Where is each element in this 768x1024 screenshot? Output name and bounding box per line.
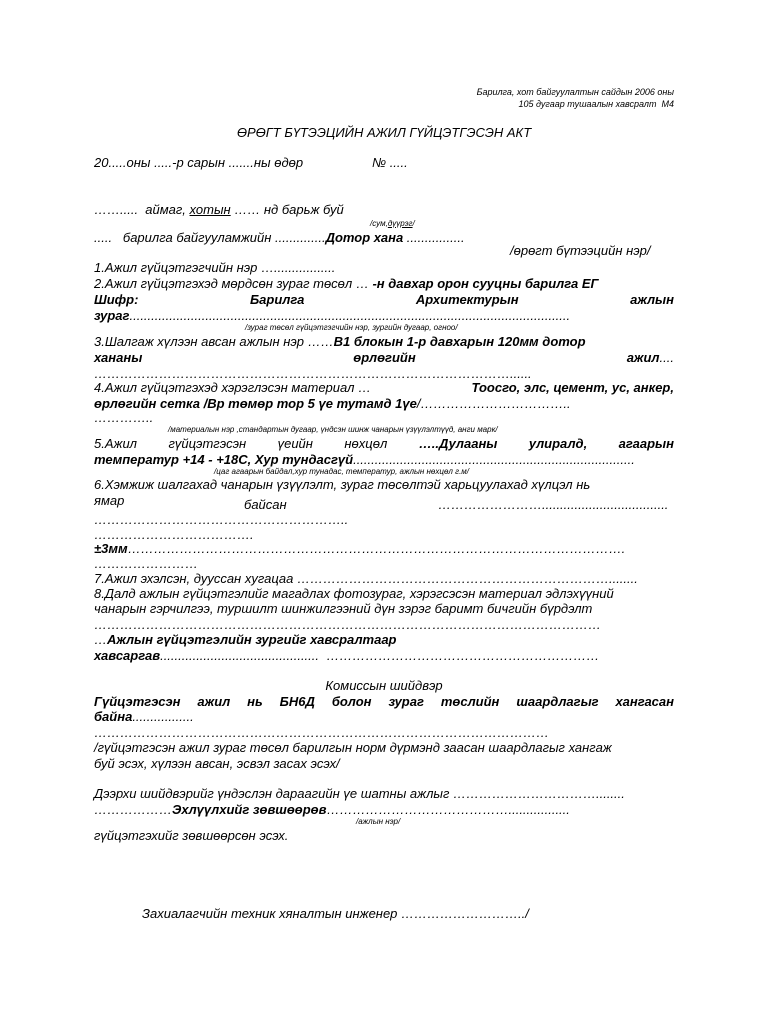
header-line-2: 105 дугаар тушаалын хавсралт М4 bbox=[518, 99, 674, 109]
item-4-line-2 bbox=[94, 396, 571, 412]
item-6-dots: ……………………………………………………………………………………………………. bbox=[127, 541, 626, 556]
date-line: 20.....оны .....-р сарын .......ны өдөр bbox=[94, 155, 304, 170]
commission-dots: ................. bbox=[132, 709, 194, 724]
item-8-line-2: чанарын гэрчилгээ, туршилт шинжилгээний дүн зэрэг баримт бичгийн бүрдэлт bbox=[94, 601, 593, 616]
building-value: Дотор хана bbox=[325, 230, 404, 245]
signature-line: Захиалагчийн техник хяналтын инженер ………………………../ bbox=[142, 906, 529, 921]
item-5-word: агаарын bbox=[618, 436, 674, 451]
next-stage-dots: ……………… bbox=[94, 802, 172, 817]
commission-word: БН6Д bbox=[279, 694, 315, 709]
item-4-line-3: ………….. bbox=[94, 410, 154, 425]
item-8-line-1: 8.Далд ажлын гүйцэтгэлийг магадлах фотозураг, хэрэгсэсэн материал эдлэхүүний bbox=[94, 586, 614, 601]
item-2-word: Архитектурын bbox=[415, 292, 519, 307]
item-2-word: ажлын bbox=[630, 292, 674, 307]
item-3-word-end bbox=[627, 350, 674, 366]
item-3-line-1 bbox=[94, 334, 586, 350]
item-8-line-5 bbox=[94, 648, 599, 664]
page-title: ӨРӨГТ БҮТЭЭЦИЙН АЖИЛ ГҮЙЦЭТГЭСЭН АКТ bbox=[236, 125, 532, 140]
item-5-line-1 bbox=[94, 436, 674, 452]
item-8-dots-2: ............................................ ……………………………………………………… bbox=[160, 648, 600, 663]
item-3-line-2 bbox=[94, 350, 674, 366]
item-8-dots: … bbox=[94, 632, 107, 647]
act-number: № ..... bbox=[372, 155, 408, 170]
header-line-1: Барилга, хот байгуулалтын сайдын 2006 оны bbox=[476, 87, 674, 97]
item-2-line-3 bbox=[94, 308, 570, 324]
next-stage-line-3: гүйцэтгэхийг зөвшөөрсөн эсэх. bbox=[94, 828, 289, 843]
location-note-c: / bbox=[412, 219, 415, 228]
commission-word: төслийн bbox=[440, 694, 500, 709]
item-5-word: үеийн bbox=[277, 436, 313, 451]
item-4-line-1 bbox=[94, 380, 674, 396]
item-5-word: 5.Ажил bbox=[94, 436, 138, 451]
location-suffix: …… нд барьж буй bbox=[230, 202, 344, 217]
item-4-dots: /…………………………….. bbox=[416, 396, 571, 411]
item-2-label: 2.Ажил гүйцэтгэхэд мөрдсөн зураг төсөл … bbox=[94, 276, 373, 291]
commission-word: болон bbox=[331, 694, 372, 709]
item-5-value: температур +14 - +18С, Хур тундасгүй bbox=[94, 452, 354, 467]
item-5-word: улиралд, bbox=[528, 436, 588, 451]
next-stage-dots-2: ……………………………………................. bbox=[326, 802, 570, 817]
commission-word: Гүйцэтгэсэн bbox=[94, 694, 181, 709]
item-8-line-3: ……………………………………………………………………………………………………… bbox=[94, 617, 601, 632]
item-6-line-2a: ямар bbox=[94, 493, 125, 508]
location-note bbox=[370, 219, 415, 229]
item-5-line-2 bbox=[94, 452, 635, 468]
item-8-line-4 bbox=[94, 632, 397, 648]
item-5-dots: .............................................................................. bbox=[353, 452, 635, 467]
item-4-value-2: өрлөгийн сетка /Вр төмөр тор 5 үе тутамд 1үе bbox=[94, 396, 417, 411]
commission-word: ажил bbox=[197, 694, 231, 709]
item-3-word: хананы bbox=[94, 350, 143, 365]
item-6-tolerance: ±3мм bbox=[94, 541, 128, 556]
item-2-value: -н давхар орон сууцны барилга ЕГ bbox=[372, 276, 599, 291]
item-8-value-2: хавсаргав bbox=[94, 648, 161, 663]
commission-word: шаардлагыг bbox=[516, 694, 599, 709]
next-stage-note: /ажлын нэр/ bbox=[356, 817, 401, 826]
item-4-note: /материалын нэр ,стандартын дугаар, үндсэн шинж чанарын үзүүлэлтүүд, анги марк/ bbox=[168, 425, 498, 434]
item-3-word: ажил bbox=[626, 350, 660, 365]
item-7: 7.Ажил эхэлсэн, дууссан хугацаа ………………………………………………………………........ bbox=[94, 571, 638, 586]
building-prefix: ..... барилга байгууламжийн .............. bbox=[94, 230, 326, 245]
commission-line-2 bbox=[94, 709, 194, 725]
item-6-line-1: 6.Хэмжиж шалгахад чанарын үзүүлэлт, зураг төсөлтэй харьцуулахад хүлцэл нь bbox=[94, 477, 591, 492]
item-3-line-3: ……………………………………………………………………………………...... bbox=[94, 366, 532, 381]
next-stage-line-2 bbox=[94, 802, 570, 818]
item-8-value: Ажлын гүйцэтгэлийн зургийг хавсралтаар bbox=[107, 632, 397, 647]
item-6-line-2b: байсан bbox=[244, 497, 287, 512]
item-5-word: гүйцэтгэсэн bbox=[168, 436, 247, 451]
building-note: /өрөгт бүтээцийн нэр/ bbox=[510, 243, 651, 258]
item-3-word: өрлөгийн bbox=[353, 350, 416, 365]
commission-result: байна bbox=[94, 709, 133, 724]
item-6-line-3: ………………………………………………….. bbox=[94, 512, 349, 527]
item-3-label: 3.Шалгаж хүлээн авсан ажлын нэр …… bbox=[94, 334, 334, 349]
item-6-line-5 bbox=[94, 541, 625, 557]
item-6-line-4: ………………………………. bbox=[94, 527, 254, 542]
building-suffix: ................ bbox=[403, 230, 465, 245]
commission-word: зураг bbox=[388, 694, 424, 709]
item-4-value: Тоосго, элс, цемент, ус, анкер, bbox=[471, 380, 674, 395]
commission-word: хангасан bbox=[615, 694, 674, 709]
commission-word: нь bbox=[247, 694, 263, 709]
next-stage-value: Эхлүүлхийг зөвшөөрөв bbox=[172, 802, 327, 817]
item-3-value: В1 блокын 1-р давхарын 120мм дотор bbox=[333, 334, 586, 349]
location-line bbox=[94, 202, 344, 218]
location-prefix: ……..... аймаг, bbox=[94, 202, 190, 217]
commission-line-3: …………………………………………………………………………………………… bbox=[94, 725, 549, 740]
commission-line-4: /гүйцэтгэсэн ажил зураг төсөл барилгын норм дүрмэнд заасан шаардлагыг хангаж bbox=[94, 740, 612, 755]
commission-heading: Комиссын шийдвэр bbox=[325, 678, 443, 693]
item-5-word: нөхцөл bbox=[344, 436, 388, 451]
item-2-word: Шифр: bbox=[94, 292, 139, 307]
item-2-drawing: зураг bbox=[94, 308, 130, 323]
commission-line-1 bbox=[94, 694, 674, 710]
item-2-line-1 bbox=[94, 276, 599, 292]
next-stage-line-1: Дээрхи шийдвэрийг үндэслэн дараагийн үе шатны ажлыг ……………………………........ bbox=[94, 786, 625, 801]
location-note-b: дүүрэг bbox=[387, 219, 413, 228]
item-2-word: Барилга bbox=[249, 292, 305, 307]
item-2-note: /зураг төсөл гүйцэтгэгчийн нэр, зургийн дугаар, огноо/ bbox=[245, 323, 458, 332]
building-line bbox=[94, 230, 465, 246]
item-6-line-2c: ……………………................................... bbox=[438, 497, 669, 512]
item-5-note: /цаг агаарын байдал,хур тунадас, температур, ажлын нөхцөл г.м/ bbox=[214, 467, 470, 476]
item-6-line-6: …………………… bbox=[94, 556, 198, 571]
item-1: 1.Ажил гүйцэтгэгчийн нэр …................. bbox=[94, 260, 336, 275]
location-city: хотын bbox=[189, 202, 231, 217]
item-3-dots: .... bbox=[659, 350, 674, 365]
item-2-dots: .......................................................................................................................... bbox=[129, 308, 571, 323]
item-4-label: 4.Ажил гүйцэтгэхэд хэрэглэсэн материал … bbox=[94, 380, 372, 395]
location-note-a: /сум, bbox=[370, 219, 388, 228]
commission-line-5: буй эсэх, хүлээн авсан, эсвэл засах эсэх/ bbox=[94, 756, 340, 771]
item-2-line-2 bbox=[94, 292, 674, 308]
item-5-word: …..Дулааны bbox=[418, 436, 498, 451]
